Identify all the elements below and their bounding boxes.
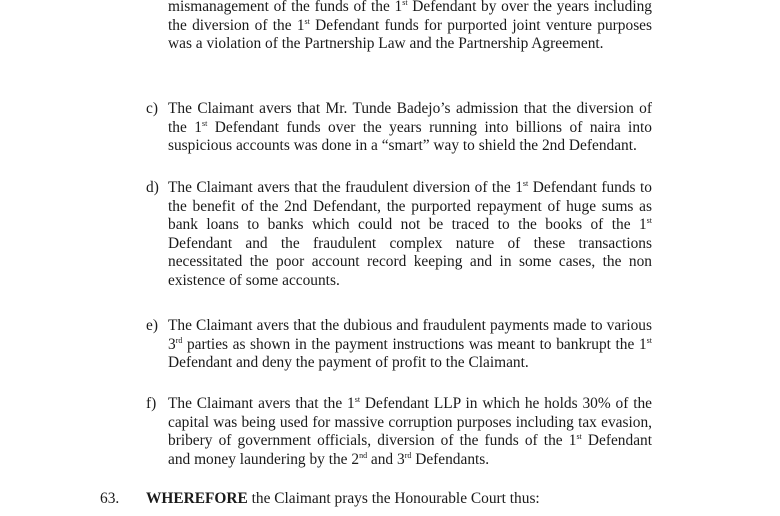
paragraph-number-63: 63. [100,490,120,507]
paragraph-f: The Claimant avers that the 1st Defendant LLP in which he holds 30% of the capital was being used for massive corruption purposes including tax evasion, bribery of government officials, diversion of the funds of the 1st Defendant and money laundering by the 2nd and 3rd Defendants. [168,395,653,468]
item-marker-c: c) [146,100,158,117]
item-marker-f: f) [146,395,157,412]
item-marker-e: e) [146,317,158,334]
paragraph-c: The Claimant avers that Mr. Tunde Badejo’s admission that the diversion of the 1st Defendant funds over the years running into billions of naira into suspicious accounts was done in a “smart” way to shield the 2nd Defendant. [168,100,652,155]
paragraph-63 [146,490,540,509]
paragraph-d: The Claimant avers that the fraudulent diversion of the 1st Defendant funds to the benefit of the 2nd Defendant, the purported repayment of huge sums as bank loans to banks which could not be traced to the books of the 1st Defendant and the fraudulent complex nature of these transactions necessitated the poor account record keeping and in some cases, the non existence of some accounts. [168,179,652,289]
paragraph-63-text: the Claimant prays the Honourable Court thus: [247,490,540,507]
paragraph-e: The Claimant avers that the dubious and fraudulent payments made to various 3rd parties as shown in the payment instructions was meant to bankrupt the 1st Defendant and deny the payment of profit to the Claimant. [168,317,652,372]
item-marker-d: d) [146,179,159,196]
paragraph-b-continuation: mismanagement of the funds of the 1st Defendant by over the years including the diversion of the 1st Defendant funds for purported joint venture purposes was a violation of the Partnership Law and the Partnership Agreement. [168,0,653,53]
wherefore-heading: WHEREFORE [146,490,248,507]
